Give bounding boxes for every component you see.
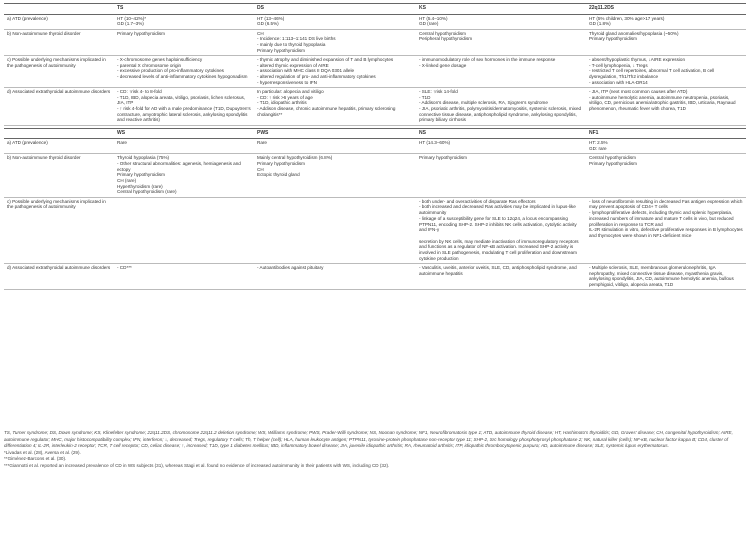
footnote-double-asterisk: **Giménez-Barcons et al. (30). xyxy=(4,456,67,462)
table-cell xyxy=(114,55,254,87)
column-header: PWS xyxy=(254,128,416,139)
cell-line: - Autoantibodies against pituitary xyxy=(257,264,324,270)
table-cell xyxy=(416,139,586,154)
row-label: b) Non-autoimmune thyroid disorder xyxy=(4,154,114,197)
row-label: a) ATD (prevalence) xyxy=(4,14,114,29)
footnote-abbreviations: TS, Turner syndrome; DS, Down syndrome; KS, Klinefelter syndrome; 22q11.2DS, chromosome 22q11.2 deletion syndrome; WS, Williams syndrome; PWS, Prader-Willi syndrome; NS, Noonan syndrome; NF1, Neurofibromatosis type 1; ATD, autoimmune thyroid disease; HT, Hashimoto's thyroiditis; GD, Graves' disease; CH, congenital hypothyroidism; AIRE, autoimmune regulator; MHC, major histocompatibility complex; IFN, interferon; ↓, decreased; Tregs, regulatory T cells; Th, T helper (cell); HLA, human leukocyte antigen; PTPN11, tyrosine-protein phosphatase non-receptor type 11; SHP-2, Src homology phosphotyrosyl phosphatase 2; NK, natural killer (cells); NF-κB, nuclear factor kappa B; CD4, cluster of differentiation 4; IL-2R, interleukin-2 receptor; TCR, T cell receptor; CD, celiac disease; ↑, increased; T1D, type 1 diabetes mellitus; IBD, inflammatory bowel disease; JIA, juvenile idiopathic arthritis; RA, rheumatoid arthritis; ITP, idiopathic thrombocytopenic purpura; AD, autoimmune disease; SLE, systemic lupus erythematosus. xyxy=(4,430,733,449)
table-cell xyxy=(114,29,254,55)
cell-line: Primary hypothyroidism xyxy=(589,160,637,166)
cell-line: - X-chromosome genes haploinsufficiency xyxy=(117,56,203,62)
cell-line: - CD: ↑ risk >6 years of age xyxy=(257,94,313,100)
table-cell xyxy=(254,87,416,125)
cell-line: In particular: alopecia and vitiligo xyxy=(257,88,324,94)
cell-line: HT (10–42%)* xyxy=(117,15,147,21)
cell-line: - immunomodulatory role of sex hormones in the immune response xyxy=(419,56,556,62)
cell-line: CH xyxy=(257,166,264,172)
cell-line: - Addison disease, chronic autoimmune hepatitis, primary sclerosing cholangitis** xyxy=(257,106,397,117)
column-header: NS xyxy=(416,128,586,139)
table-row xyxy=(4,29,746,55)
cell-line: - T1D xyxy=(419,94,431,100)
cell-line: IL-2R stimulation in vitro, defective proliferative responses in B lymphocytes and thymocytes were shown in NF1-deficient mice xyxy=(589,227,744,238)
cell-line: - X-linked gene dosage xyxy=(419,62,467,68)
cell-line: Ectopic thyroid gland xyxy=(257,172,300,178)
cell-line: HT (13–46%) xyxy=(257,15,285,21)
cell-line: - hyperresponsiveness to IFN xyxy=(257,79,317,85)
cell-line: - altered regulation of pro- and anti-inflammatory cytokines xyxy=(257,74,376,80)
column-header: KS xyxy=(416,4,586,15)
cell-line: - association with MHC class II DQA 0301 allele xyxy=(257,68,355,74)
comparison-table xyxy=(4,3,746,290)
table-cell xyxy=(114,139,254,154)
header-row xyxy=(4,128,746,139)
table-row xyxy=(4,197,746,263)
cell-line: - CD: ↑risk 4- to 8-fold xyxy=(117,88,162,94)
cell-line: Rare xyxy=(257,140,267,146)
cell-line: - JIA, ITP (next most common causes after ATD) xyxy=(589,88,688,94)
cell-line xyxy=(257,199,413,205)
cell-line: - absent/hypoplastic thymus, ↓AIRE expression xyxy=(589,56,686,62)
table-cell xyxy=(114,197,254,263)
table-cell xyxy=(416,87,586,125)
cell-line xyxy=(117,199,251,205)
table-cell xyxy=(254,29,416,55)
cell-line: - T1D, IBD, alopecia areata, vitiligo, psoriasis, lichen sclerosus, JIA, ITP xyxy=(117,94,247,106)
table-cell xyxy=(114,14,254,29)
cell-line: Primary hypothyroidism xyxy=(589,36,637,42)
table-cell xyxy=(416,154,586,197)
column-header: WS xyxy=(114,128,254,139)
row-label: b) Non-autoimmune thyroid disorder xyxy=(4,29,114,55)
cell-line: GD: rare xyxy=(589,146,607,152)
cell-line: HT (5.4–10%) xyxy=(419,15,448,21)
table-cell xyxy=(254,154,416,197)
cell-line: Thyroid hypoplasia (75%) xyxy=(117,155,170,161)
table-cell xyxy=(586,154,746,197)
cell-line: - T1D, idiopathic arthritis xyxy=(257,100,307,106)
cell-line: - both under- and overactivities of disparate Ras effectors xyxy=(419,198,536,204)
cell-line: Thyroid gland anomalies/hypoplasia (~50%) xyxy=(589,30,679,36)
cell-line: CH (rare) xyxy=(117,178,137,184)
table-row xyxy=(4,154,746,197)
table-cell xyxy=(254,55,416,87)
cell-line: - mainly due to thyroid hypoplasia xyxy=(257,42,326,48)
column-header: 22q11.2DS xyxy=(586,4,746,15)
table-cell xyxy=(416,14,586,29)
row-label: a) ATD (prevalence) xyxy=(4,139,114,154)
table-row xyxy=(4,263,746,289)
cell-line: Peripheral hypothyroidism xyxy=(419,36,473,42)
table-row xyxy=(4,87,746,125)
cell-line: - association with HLA-DR14 xyxy=(589,79,648,85)
cell-line: HT (14.3–60%) xyxy=(419,140,451,146)
header-row xyxy=(4,4,746,15)
cell-line: - decreased levels of anti-inflammatory cytokines hypogonadism xyxy=(117,74,248,80)
table-cell xyxy=(586,14,746,29)
cell-line: - Vasculitis, uveitis, anterior uveitis, SLE, CD, antiphospholipid syndrome, and autoimmune hepatitis xyxy=(419,264,578,276)
table-cell xyxy=(586,55,746,87)
table-cell xyxy=(416,29,586,55)
cell-line: - restricted T cell repertoires, abnormal T cell activation, B cell dysregulation, Th1/Th2 imbalance xyxy=(589,68,716,80)
cell-line: - Other structural abnormalities: agenesis, hemiagenesis and ectopy xyxy=(117,160,243,172)
table-cell xyxy=(416,197,586,263)
cell-line: Primary hypothyroidism xyxy=(117,30,165,36)
table-cell xyxy=(254,197,416,263)
table-cell xyxy=(586,263,746,289)
cell-line: Primary hypothyroidism xyxy=(257,160,305,166)
table-cell xyxy=(416,55,586,87)
table-cell xyxy=(586,87,746,125)
cell-line: Primary hypothyroidism xyxy=(117,172,165,178)
cell-line: CH xyxy=(257,30,264,36)
footnote-single-asterisk: *Livadas et al. (28), Aversa et al. (29). xyxy=(4,449,81,455)
cell-line: GD (1.7–3%) xyxy=(117,21,144,27)
row-label: c) Possible underlying mechanisms implicated in the pathogenesis of autoimmunity xyxy=(4,197,114,263)
cell-line: - lymphoproliferative defects, including thymic and splenic hyperplasia, increased numbers of immature and mature T cells in vivo, but reduced proliferation in response to TCR and xyxy=(589,210,735,227)
cell-line: - loss of neurofibromin resulting in decreased Fas antigen expression which may prevent apoptosis of CD4+ T cells xyxy=(589,198,744,210)
table-footnotes xyxy=(4,430,746,470)
cell-line: Hyperthyroidism (rare) xyxy=(117,183,163,189)
cell-line: Mainly central hypothyroidism (6.8%) xyxy=(257,155,333,161)
table-cell xyxy=(254,139,416,154)
table-cell xyxy=(586,29,746,55)
cell-line: - autoimmune hemolytic anemia, autoimmune neutropenia, psoriasis, vitiligo, CD, pernicious anemia/atrophic gastritis, IBD, urticaria, Raynaud phenomenon, rheumatic fever with chorea, T1D xyxy=(589,94,737,112)
table-cell xyxy=(254,263,416,289)
column-header xyxy=(4,4,114,15)
row-label: d) Associated extrathyroidal autoimmune disorders xyxy=(4,87,114,125)
cell-line: - linkage of a susceptibility gene for SLE to 12q24, a locus encompassing PTPN11, encoding SHP-2. SHP-2 inhibits NK cells activation, cytolytic activity and IFN-γ xyxy=(419,215,578,233)
cell-line: - JIA, psoriatic arthritis, polymyositis/dermatomyositis, systemic sclerosis, mixed connective tissue disease, antiphospholipid syndrome, ankylosing spondylitis, primary biliary cirrhosis xyxy=(419,106,583,123)
table-body xyxy=(4,4,746,290)
table-cell xyxy=(586,139,746,154)
column-header: NF1 xyxy=(586,128,746,139)
table-cell xyxy=(114,154,254,197)
table-row xyxy=(4,14,746,29)
cell-line: Central hypothyroidism xyxy=(589,155,636,161)
cell-line: - ↑ risk 4-fold for AD with a male predominance (T1D, Dupuytren's contracture, amyotrophic lateral sclerosis, ankylosing spondylitis and reactive arthritis) xyxy=(117,106,252,123)
cell-line: Central hypothyroidism (rare) xyxy=(117,189,177,195)
cell-line: GD (rare) xyxy=(419,21,439,27)
cell-line: - excessive production of pro-inflammatory cytokines xyxy=(117,68,224,74)
cell-line: secretion by NK cells, may mediate inactivation of immunoregulatory receptors and functions as a regulator of NF-κB activation. Increased SHP-2 activity is involved in SLE pathogenesis, modulating T cell proliferation and downstream cytokine production xyxy=(419,238,580,261)
cell-line: HT (5% children, 30% age>17 years) xyxy=(589,15,665,21)
table-row xyxy=(4,139,746,154)
cell-line: - altered thymic expression of AIRE xyxy=(257,62,329,68)
column-header: TS xyxy=(114,4,254,15)
table-cell xyxy=(416,263,586,289)
table-cell xyxy=(114,263,254,289)
column-header: DS xyxy=(254,4,416,15)
cell-line: GD (1.8%) xyxy=(589,21,611,27)
table-cell xyxy=(586,197,746,263)
cell-line: - CD*** xyxy=(117,264,132,270)
cell-line: Rare xyxy=(117,140,127,146)
cell-line: Primary hypothyroidism xyxy=(257,47,305,53)
footnote-triple-asterisk: ***Giannotti et al. reported an increased prevalence of CD in WS subjects (31), whereas Stagi et al. found no evidence of increased autoimmunity in their patients with WS, including CD (32). xyxy=(4,462,390,468)
table-row xyxy=(4,55,746,87)
row-label: c) Possible underlying mechanisms implicated in the pathogenesis of autoimmunity xyxy=(4,55,114,87)
cell-line: - both increased and decreased Ras activities may be implicated in lupus-like autoimmunity xyxy=(419,204,578,216)
cell-line: - thymic atrophy and diminished expansion of T and B lymphocytes xyxy=(257,56,394,62)
cell-line: - T-cell lymphopenia, ↓ Tregs xyxy=(589,62,648,68)
row-label: d) Associated extrathyroidal autoimmune disorders xyxy=(4,263,114,289)
cell-line: - Addison's disease, multiple sclerosis, RA, Sjogren's syndrome xyxy=(419,100,548,106)
cell-line: Central hypothyroidism xyxy=(419,30,466,36)
table-cell xyxy=(254,14,416,29)
table-cell xyxy=(114,87,254,125)
cell-line: - parental X chromosome origin xyxy=(117,62,182,68)
cell-line: HT: 2.5% xyxy=(589,140,608,146)
column-header xyxy=(4,128,114,139)
cell-line: Primary hypothyroidism xyxy=(419,155,467,161)
cell-line: - Multiple sclerosis, SLE, membranous glomerulonephritis, IgA nephropathy, mixed connective tissue disease, myasthenia gravis, ankylosing spondylitis, JIA, CD, autoimmune hemolytic anemia, bullous pemphigoid, vitiligo, alopecia areata, T1D xyxy=(589,264,736,288)
cell-line: - SLE: ↑risk 14-fold xyxy=(419,88,458,94)
cell-line: - Incidence: 1:113–1:141 DS live births xyxy=(257,36,336,42)
cell-line: GD (6.5%) xyxy=(257,21,279,27)
